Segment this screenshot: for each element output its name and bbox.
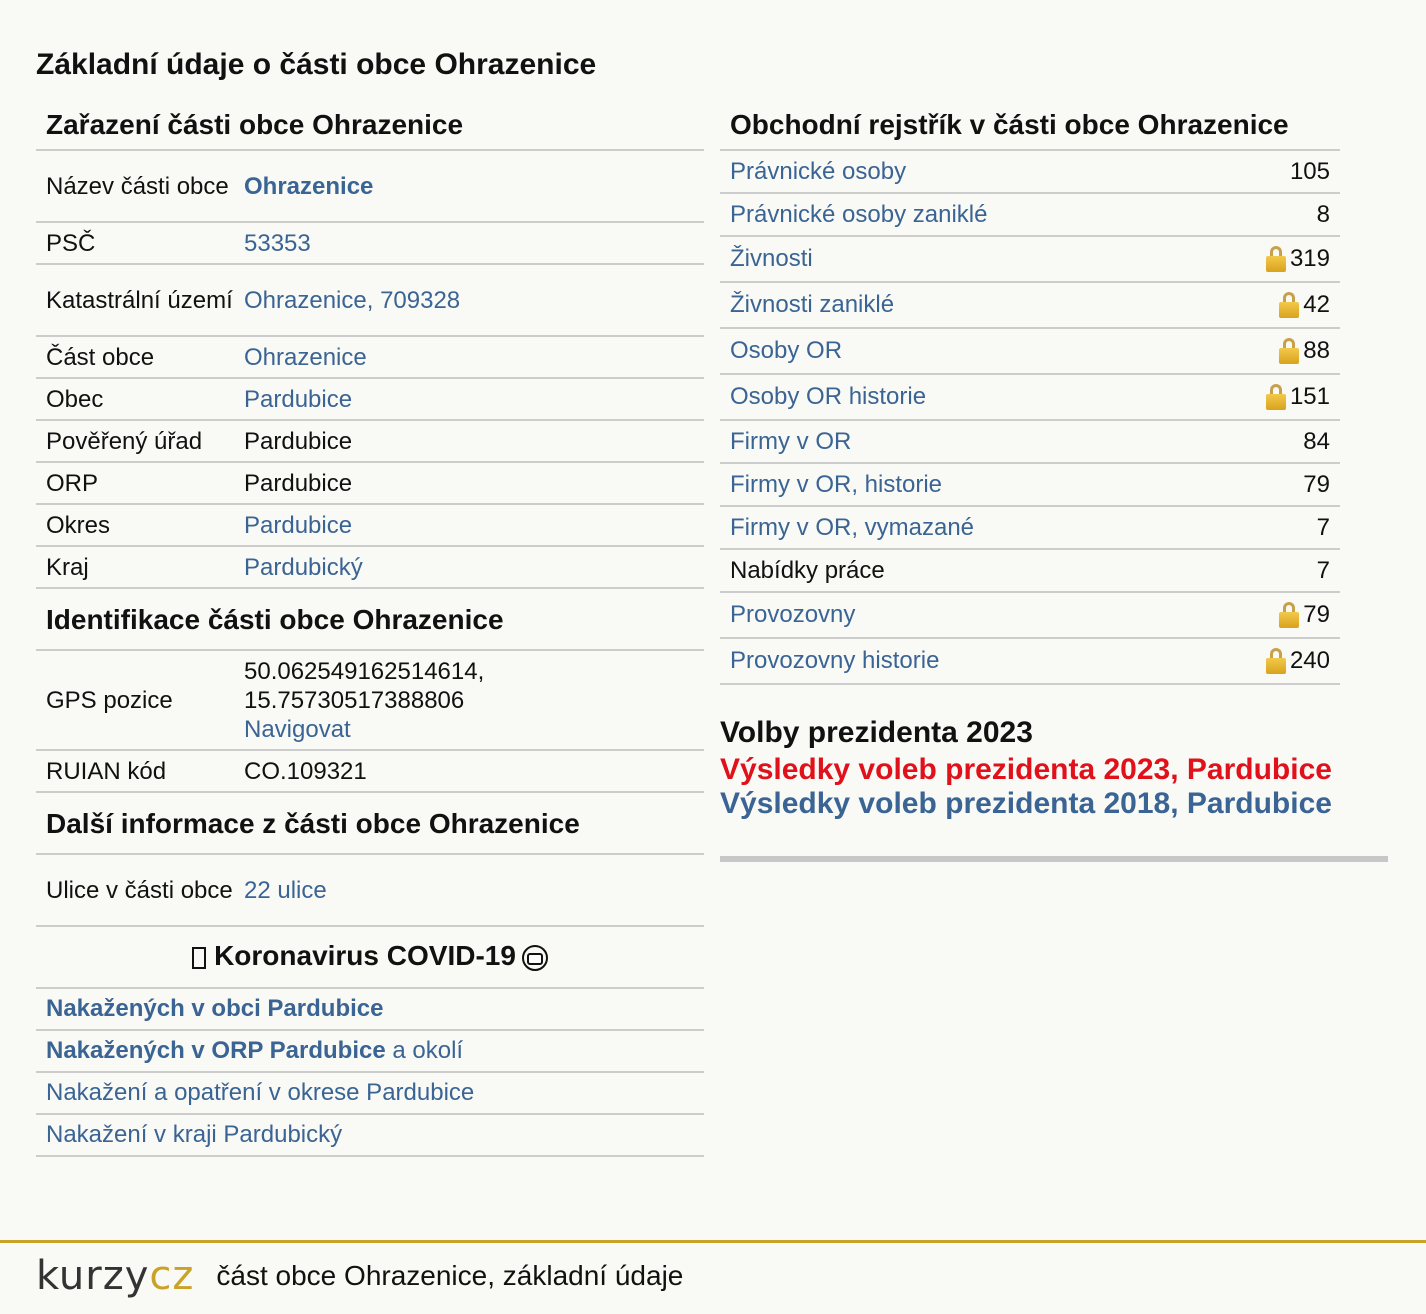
- or-link[interactable]: Živnosti: [730, 245, 813, 272]
- zarazeni-value-cell: [244, 286, 704, 315]
- or-count: 319: [1289, 245, 1330, 272]
- zarazeni-key: Část obce: [46, 343, 155, 371]
- or-row: [720, 329, 1340, 375]
- zarazeni-value-link[interactable]: Ohrazenice: [244, 343, 367, 371]
- or-count: 88: [1303, 337, 1330, 364]
- right-column: [720, 100, 1340, 821]
- logo-part-b: cz: [149, 1253, 195, 1299]
- volby-2018-link[interactable]: Výsledky voleb prezidenta 2018, Pardubice: [720, 787, 1332, 820]
- or-count-cell: [1266, 647, 1330, 675]
- section-heading-dalsi: Další informace z části obce Ohrazenice: [36, 793, 704, 855]
- or-count: 151: [1289, 383, 1330, 410]
- or-row: [720, 593, 1340, 639]
- gps-value: [244, 657, 704, 744]
- or-count-cell: [1266, 245, 1330, 273]
- or-row: [720, 151, 1340, 194]
- or-row: [720, 283, 1340, 329]
- or-row: [720, 194, 1340, 237]
- divider: [720, 856, 1388, 862]
- or-row: [720, 507, 1340, 550]
- or-link[interactable]: Provozovny historie: [730, 647, 940, 674]
- or-count-cell: [1279, 601, 1330, 629]
- zarazeni-key: Název části obce: [46, 172, 229, 200]
- zarazeni-key: Okres: [46, 511, 111, 539]
- or-link[interactable]: Živnosti zaniklé: [730, 291, 895, 318]
- or-row: [720, 237, 1340, 283]
- zarazeni-value-cell: [244, 511, 704, 540]
- zarazeni-value-cell: [244, 469, 704, 498]
- or-row: [720, 639, 1340, 685]
- gps-lat: 50.062549162514614,: [244, 657, 485, 685]
- virus-icon: [192, 947, 206, 969]
- zarazeni-value-link[interactable]: 53353: [244, 229, 311, 257]
- zarazeni-value-cell: [244, 553, 704, 582]
- covid-link[interactable]: Nakažení a opatření v okrese Pardubice: [46, 1079, 475, 1106]
- footer-divider: [0, 1240, 1426, 1243]
- zarazeni-row: [36, 505, 704, 547]
- or-count: 8: [1316, 200, 1330, 228]
- section-heading-identifikace: Identifikace části obce Ohrazenice: [36, 589, 704, 651]
- or-count: 105: [1289, 157, 1330, 185]
- navigate-link[interactable]: Navigovat: [244, 715, 351, 743]
- or-link[interactable]: Osoby OR: [730, 337, 843, 364]
- or-count-cell: [1303, 428, 1330, 456]
- page-title: Základní údaje o části obce Ohrazenice: [36, 48, 597, 81]
- zarazeni-table: [36, 151, 704, 589]
- ulice-link[interactable]: 22 ulice: [244, 876, 327, 904]
- zarazeni-value: Pardubice: [244, 427, 353, 455]
- or-count: 79: [1303, 470, 1330, 498]
- volby-2023-link[interactable]: Výsledky voleb prezidenta 2023, Pardubice: [720, 753, 1332, 786]
- lock-icon[interactable]: [1279, 602, 1299, 628]
- gps-label: GPS pozice: [46, 686, 173, 714]
- zarazeni-row: [36, 379, 704, 421]
- face-mask-icon: [522, 945, 548, 971]
- or-count: 42: [1303, 291, 1330, 318]
- covid-row: [36, 1115, 704, 1157]
- or-count-cell: [1266, 383, 1330, 411]
- zarazeni-value-cell: [244, 343, 704, 372]
- or-link[interactable]: Právnické osoby zaniklé: [730, 200, 988, 228]
- covid-row: [36, 989, 704, 1031]
- lock-icon[interactable]: [1266, 648, 1286, 674]
- or-row: [720, 421, 1340, 464]
- kurzy-logo[interactable]: [36, 1253, 194, 1299]
- covid-heading: [36, 927, 704, 989]
- covid-row: [36, 1073, 704, 1115]
- zarazeni-key: Pověřený úřad: [46, 427, 203, 455]
- zarazeni-value-cell: [244, 427, 704, 456]
- zarazeni-value-link[interactable]: Pardubice: [244, 511, 353, 539]
- or-link[interactable]: Firmy v OR: [730, 427, 852, 455]
- or-count-cell: [1279, 337, 1330, 365]
- logo-part-a: kurzy: [36, 1253, 150, 1299]
- covid-heading-text: Koronavirus COVID-19: [214, 940, 516, 971]
- section-heading-obchodni: Obchodní rejstřík v části obce Ohrazenice: [720, 100, 1340, 151]
- or-count-cell: [1290, 158, 1330, 186]
- or-count-cell: [1279, 291, 1330, 319]
- left-column: [36, 100, 704, 1157]
- zarazeni-value-link[interactable]: Pardubice: [244, 385, 353, 413]
- zarazeni-row: [36, 421, 704, 463]
- or-link[interactable]: Právnické osoby: [730, 157, 907, 185]
- ulice-label: Ulice v části obce: [46, 876, 233, 904]
- zarazeni-value-cell: [244, 172, 704, 201]
- or-count-cell: [1303, 471, 1330, 499]
- zarazeni-value-link[interactable]: Ohrazenice, 709328: [244, 286, 461, 314]
- ruian-label: RUIAN kód: [46, 757, 167, 785]
- zarazeni-value-link[interactable]: Ohrazenice: [244, 172, 374, 200]
- or-row: [720, 464, 1340, 507]
- or-row: [720, 375, 1340, 421]
- or-count-cell: [1317, 514, 1330, 542]
- zarazeni-key: Katastrální území: [46, 286, 233, 314]
- zarazeni-value: Pardubice: [244, 469, 353, 497]
- footer: [36, 1252, 683, 1300]
- or-count: 79: [1303, 601, 1330, 628]
- covid-list: [36, 989, 704, 1157]
- lock-icon[interactable]: [1279, 338, 1299, 364]
- or-count: 7: [1316, 556, 1330, 584]
- zarazeni-row: [36, 151, 704, 223]
- or-link[interactable]: Provozovny: [730, 601, 856, 628]
- gps-lon: 15.75730517388806: [244, 686, 465, 714]
- zarazeni-key: PSČ: [46, 229, 96, 257]
- or-row: [720, 550, 1340, 593]
- lock-icon[interactable]: [1266, 246, 1286, 272]
- section-heading-zarazeni: Zařazení části obce Ohrazenice: [36, 100, 704, 151]
- lock-icon[interactable]: [1279, 292, 1299, 318]
- zarazeni-row: [36, 265, 704, 337]
- zarazeni-key: Kraj: [46, 553, 89, 581]
- ruian-value: CO.109321: [244, 757, 367, 785]
- zarazeni-row: [36, 337, 704, 379]
- or-count: 84: [1303, 427, 1330, 455]
- ruian-row: [36, 751, 704, 793]
- or-count: 240: [1289, 647, 1330, 674]
- ulice-row: [36, 855, 704, 927]
- or-label: Nabídky práce: [730, 556, 885, 584]
- covid-link[interactable]: Nakažení v kraji Pardubický: [46, 1121, 343, 1148]
- covid-row: [36, 1031, 704, 1073]
- zarazeni-value-cell: [244, 385, 704, 414]
- zarazeni-key: ORP: [46, 469, 99, 497]
- zarazeni-value-cell: [244, 229, 704, 258]
- or-count-cell: [1317, 557, 1330, 585]
- lock-icon[interactable]: [1266, 384, 1286, 410]
- zarazeni-row: [36, 223, 704, 265]
- or-link[interactable]: Osoby OR historie: [730, 383, 927, 410]
- zarazeni-row: [36, 463, 704, 505]
- or-table: [720, 151, 1340, 685]
- covid-link[interactable]: Nakažených v ORP Pardubice: [46, 1037, 386, 1064]
- or-count: 7: [1316, 513, 1330, 541]
- or-link[interactable]: Firmy v OR, historie: [730, 470, 943, 498]
- footer-text: část obce Ohrazenice, základní údaje: [216, 1260, 684, 1291]
- covid-link[interactable]: Nakažených v obci Pardubice: [46, 995, 384, 1022]
- gps-row: [36, 651, 704, 751]
- or-count-cell: [1317, 201, 1330, 229]
- zarazeni-value-link[interactable]: Pardubický: [244, 553, 363, 581]
- zarazeni-key: Obec: [46, 385, 104, 413]
- or-link[interactable]: Firmy v OR, vymazané: [730, 513, 975, 541]
- zarazeni-row: [36, 547, 704, 589]
- volby-heading: Volby prezidenta 2023: [720, 716, 1033, 749]
- covid-link-suffix[interactable]: a okolí: [385, 1037, 464, 1064]
